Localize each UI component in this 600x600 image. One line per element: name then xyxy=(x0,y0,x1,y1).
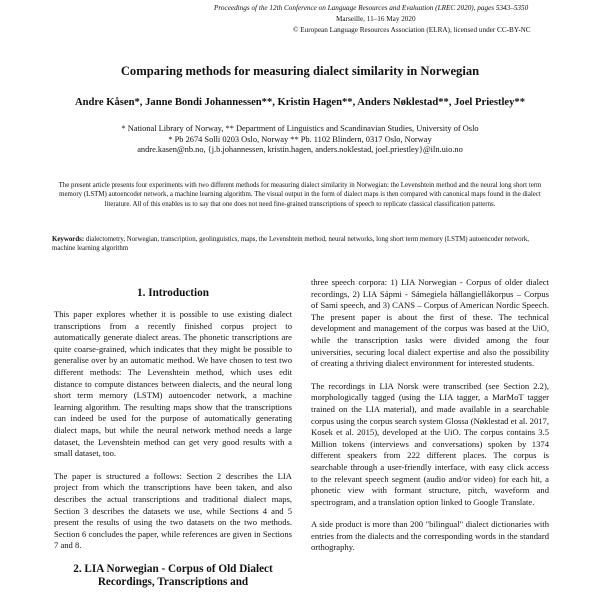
proceedings-line: Proceedings of the 12th Conference on Language Resources and Evaluation (LREC 2020), pages 5343–5350 xyxy=(214,4,529,12)
address-line: * Pb 2674 Solli 0203 Oslo, Norway ** Pb. 1102 Blindern, 0317 Oslo, Norway xyxy=(168,134,432,144)
abstract: The present article presents four experiments with two different methods for measuring dialect similarity in Norwegian: the Levenshtein method and the neural long short term memory (LSTM) autoencoder network, a machine learning algorithm. The visual output in the form of dialect maps is then compared with canonical maps found in the dialect literature. All of this enables us to say that one does not need fine-grained transcriptions of speech to replicate classical classification patterns. xyxy=(58,182,542,208)
author-list: Andre Kåsen*, Janne Bondi Johannessen**, Kristin Hagen**, Anders Nøklestad**, Joel Priestley** xyxy=(74,97,526,108)
paragraph: This paper explores whether it is possible to use existing dialect transcriptions from a recently finished corpus project to automatically generate dialect areas. The phonetic transcriptions are quite coarse-grained, which indicates that they might be possible to generalise over by an automatic method. We have chosen to test two different methods: The Levenshtein method, which uses edit distance to compute distances between dialects, and the neural long short term memory (LSTM) autoencoder network, a machine learning algorithm. The resulting maps show that the transcriptions can indeed be used for the purpose of automatically generating dialect maps, but while the neural network method needs a large dataset, the Levenshtein method can get very good results with a small dataset, too. xyxy=(54,309,292,459)
keywords xyxy=(52,235,548,254)
email-line: andre.kasen@nb.no, {j.b.johannessen, kristin.hagen, anders.noklestad, joel.priestley}@iln.uio.no xyxy=(137,145,463,155)
keywords-label: Keywords: xyxy=(52,236,85,243)
affiliations xyxy=(30,124,570,156)
affiliation-line: * National Library of Norway, ** Department of Linguistics and Scandinavian Studies, University of Oslo xyxy=(121,124,479,133)
location-line: Marseille, 11–16 May 2020 xyxy=(336,15,416,23)
paragraph: The paper is structured a follows: Section 2 describes the LIA project from which the transcriptions have been taken, and also describes the actual transcriptions and traditional dialect maps, Section 3 describes the datasets we use, while Sections 4 and 5 present the results of using the two datasets on the two methods. Section 6 concludes the paper, while references are given in Sections 7 and 8. xyxy=(54,470,292,551)
left-column xyxy=(54,287,292,598)
proceedings-header xyxy=(214,3,574,36)
right-column xyxy=(311,277,549,565)
paragraph: A side product is more than 200 "bilingual" dialect dictionaries with entries from the dialects and the corresponding words in the standard orthography. xyxy=(311,519,549,553)
keywords-text: dialectometry, Norwegian, transcription, geolinguistics, maps, the Levenshtein method, neural networks, long short term memory (LSTM) autoencoder network, machine learning algorithm xyxy=(52,236,529,253)
section-heading-introduction: 1. Introduction xyxy=(137,287,209,299)
paper-title: Comparing methods for measuring dialect similarity in Norwegian xyxy=(120,64,480,78)
section-heading-lia: 2. LIA Norwegian - Corpus of Old Dialect Recordings, Transcriptions and xyxy=(73,562,273,588)
paragraph: three speech corpora: 1) LIA Norwegian - Corpus of older dialect recordings, 2) LIA Sápmi - Sámegiela hállangiellákorpus – Corpus of Sami speech, and 3) CANS – Corpus of American Nordic Speech. The present paper is about the first of these. The technical development and management of the corpus was based at the UiO, while the transcription tasks were divided among the four universities, securing local dialect expertise and also the possibility of creating a thriving dialect environment for interested students. xyxy=(311,277,549,369)
license-line: © European Language Resources Association (ELRA), licensed under CC-BY-NC xyxy=(293,26,531,34)
paragraph: The recordings in LIA Norsk were transcribed (see Section 2.2), morphologically tagged (using the LIA tagger, a MarMoT tagger trained on the LIA material), and made available in a searchable corpus using the corpus search system Glossa (Nøklestad et al. 2017, Kosek et al. 2015), developed at the UiO. The corpus contains 3.5 Million tokens (interviews and conversations) spoken by 1374 different speakers from 222 different places. The corpus is searchable through a user-friendly interface, with easy click access to the relevant speech segment (audio and/or video) for each hit, a phonetic view with formant structure, pitch, waveform and spectrogram, and a translation option linked to Google Translate. xyxy=(311,380,549,507)
